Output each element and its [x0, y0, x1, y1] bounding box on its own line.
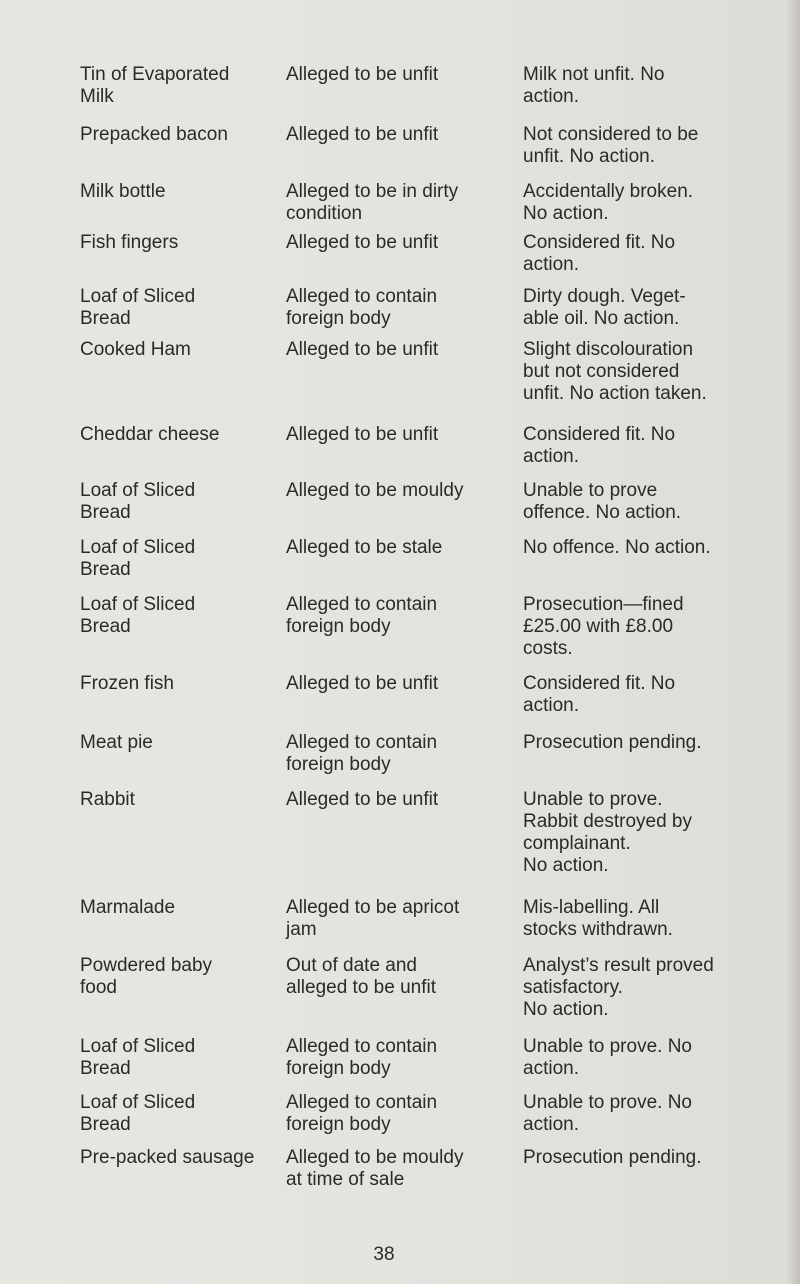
item-cell: Cooked Ham — [80, 339, 191, 360]
complaint-cell: Out of date and alleged to be unfit — [286, 955, 437, 998]
result-cell: Not considered to be unfit. No action. — [523, 124, 699, 167]
result-cell: Unable to prove. No action. — [523, 1092, 692, 1135]
result-cell: Milk not unfit. No action. — [523, 64, 665, 107]
item-cell: Pre-packed sausage — [80, 1147, 255, 1168]
item-cell: Rabbit — [80, 789, 135, 810]
result-cell: Considered fit. No action. — [523, 673, 676, 716]
complaint-cell: Alleged to contain foreign body — [286, 286, 438, 329]
complaint-cell: Alleged to be in dirty condition — [286, 181, 459, 224]
item-cell: Tin of Evaporated Milk — [80, 64, 230, 107]
item-cell: Powdered baby food — [80, 955, 213, 998]
result-cell: Analyst’s result proved satisfactory. No action. — [523, 955, 714, 1020]
complaint-cell: Alleged to be mouldy — [286, 480, 464, 501]
result-cell: Mis-labelling. All stocks withdrawn. — [523, 897, 673, 940]
complaint-cell: Alleged to be unfit — [286, 124, 439, 145]
result-cell: Prosecution—fined £25.00 with £8.00 costs. — [523, 594, 684, 659]
complaint-cell: Alleged to be unfit — [286, 64, 439, 85]
complaint-cell: Alleged to contain foreign body — [286, 1092, 438, 1135]
result-cell: Considered fit. No action. — [523, 232, 676, 275]
page-number: 38 — [373, 1244, 395, 1265]
result-cell: Dirty dough. Veget- able oil. No action. — [523, 286, 686, 329]
item-cell: Prepacked bacon — [80, 124, 228, 145]
complaint-cell: Alleged to be unfit — [286, 232, 439, 253]
result-cell: Accidentally broken. No action. — [523, 181, 694, 224]
complaint-cell: Alleged to be unfit — [286, 424, 439, 445]
complaint-cell: Alleged to be stale — [286, 537, 443, 558]
item-cell: Loaf of Sliced Bread — [80, 537, 196, 580]
complaint-cell: Alleged to contain foreign body — [286, 594, 438, 637]
item-cell: Fish fingers — [80, 232, 179, 253]
result-cell: Unable to prove. Rabbit destroyed by complainant. No action. — [523, 789, 692, 876]
complaint-cell: Alleged to be unfit — [286, 339, 439, 360]
complaint-cell: Alleged to contain foreign body — [286, 1036, 438, 1079]
item-cell: Loaf of Sliced Bread — [80, 480, 196, 523]
result-cell: Slight discolouration but not considered unfit. No action taken. — [523, 339, 707, 404]
item-cell: Milk bottle — [80, 181, 166, 202]
item-cell: Frozen fish — [80, 673, 174, 694]
item-cell: Loaf of Sliced Bread — [80, 1092, 196, 1135]
result-cell: Considered fit. No action. — [523, 424, 676, 467]
complaint-cell: Alleged to be unfit — [286, 673, 439, 694]
result-cell: Unable to prove offence. No action. — [523, 480, 682, 523]
complaint-cell: Alleged to be mouldy at time of sale — [286, 1147, 464, 1190]
complaint-cell: Alleged to be apricot jam — [286, 897, 460, 940]
result-cell: No offence. No action. — [523, 537, 711, 558]
item-cell: Meat pie — [80, 732, 153, 753]
result-cell: Prosecution pending. — [523, 732, 702, 753]
complaint-cell: Alleged to be unfit — [286, 789, 439, 810]
complaint-cell: Alleged to contain foreign body — [286, 732, 438, 775]
item-cell: Marmalade — [80, 897, 176, 918]
result-cell: Prosecution pending. — [523, 1147, 702, 1168]
result-cell: Unable to prove. No action. — [523, 1036, 692, 1079]
item-cell: Cheddar cheese — [80, 424, 220, 445]
item-cell: Loaf of Sliced Bread — [80, 1036, 196, 1079]
item-cell: Loaf of Sliced Bread — [80, 594, 196, 637]
item-cell: Loaf of Sliced Bread — [80, 286, 196, 329]
